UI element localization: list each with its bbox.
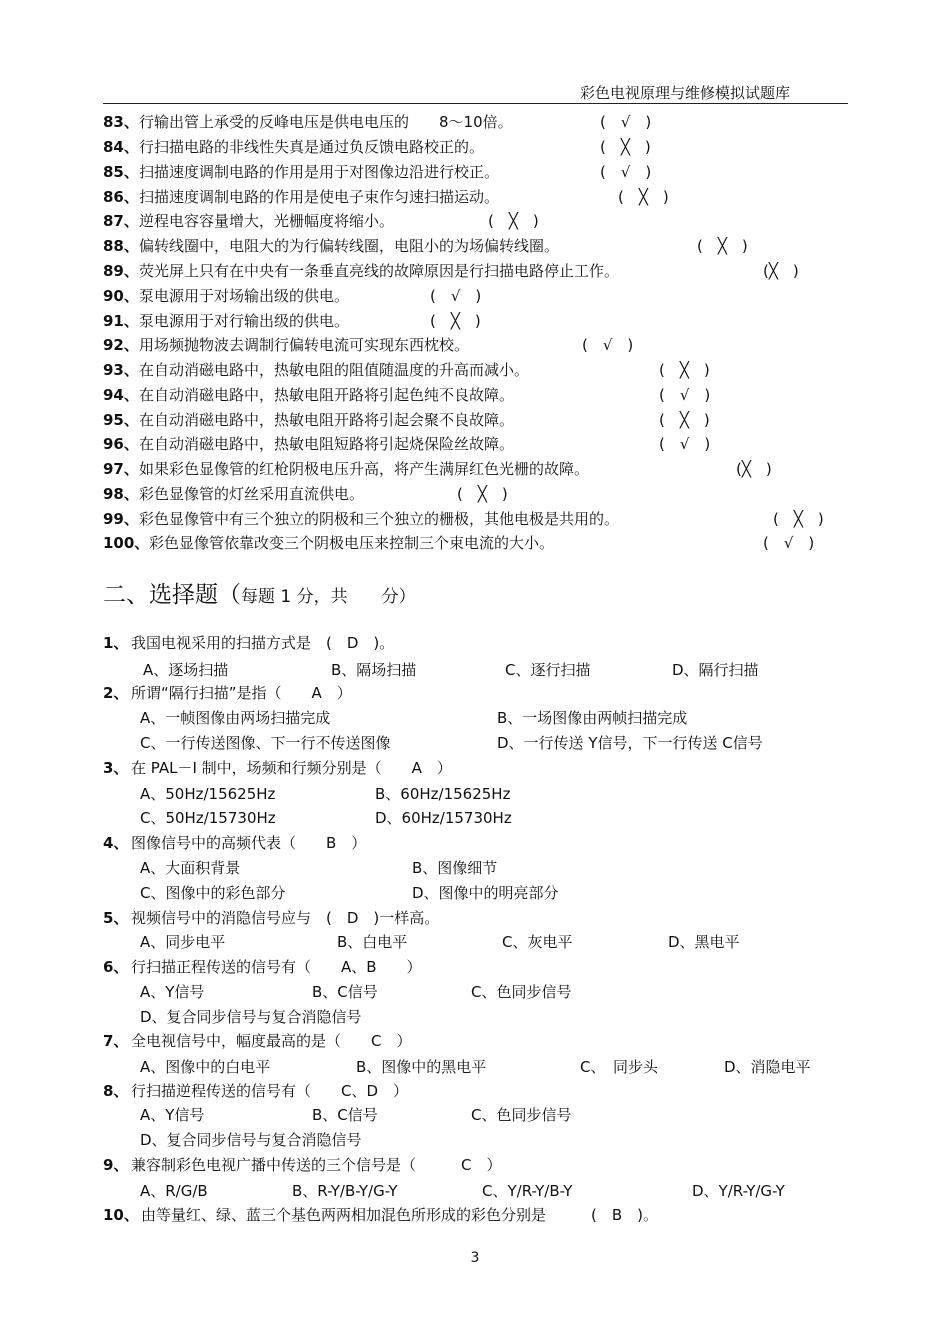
tf-question-94 (103, 384, 711, 406)
question-text: 偏转线圈中，电阻大的为行偏转线圈，电阻小的为场偏转线圈。 (139, 237, 560, 255)
question-number: 88、 (103, 237, 139, 255)
question-stem: 兼容制彩色电视广播中传送的三个信号是（ C ） (131, 1156, 502, 1174)
answer-mark: (╳ ) (736, 460, 772, 478)
question-number: 85、 (103, 163, 139, 181)
question-text: 彩色显像管的灯丝采用直流供电。 (139, 485, 365, 503)
option-a: A、大面积背景 (140, 859, 241, 877)
question-number: 100、 (103, 534, 150, 552)
question-stem: 视频信号中的消隐信号应与 ( D )一样高。 (131, 909, 440, 927)
answer-mark: ( √ ) (600, 113, 652, 131)
answer-mark: ( ╳ ) (430, 312, 481, 330)
question-number: 95、 (103, 411, 139, 429)
choice-question-8 (103, 1080, 408, 1102)
question-text: 在自动消磁电路中，热敏电阻的阻值随温度的升高而减小。 (139, 361, 530, 379)
question-number: 4、 (103, 834, 129, 852)
tf-question-96 (103, 433, 711, 455)
choice-question-5 (103, 907, 439, 929)
question-text: 行输出管上承受的反峰电压是供电电压的 8～10倍。 (139, 113, 513, 131)
question-stem: 我国电视采用的扫描方式是 ( D )。 (131, 634, 395, 652)
question-text: 用场频抛物波去调制行偏转电流可实现东西枕校。 (139, 336, 470, 354)
page-header (103, 80, 848, 104)
question-number: 98、 (103, 485, 139, 503)
question-stem: 在 PAL－I 制中，场频和行频分别是（ A ） (131, 759, 452, 777)
answer-mark: ( √ ) (430, 287, 482, 305)
option-d: D、图像中的明亮部分 (412, 884, 559, 902)
option-a: A、同步电平 (140, 933, 226, 951)
option-a: A、图像中的白电平 (140, 1058, 271, 1076)
question-number: 8、 (103, 1082, 129, 1100)
choice-question-2 (103, 682, 352, 704)
question-text: 逆程电容容量增大，光栅幅度将缩小。 (139, 212, 395, 230)
question-number: 9、 (103, 1156, 129, 1174)
question-number: 91、 (103, 312, 139, 330)
question-number: 87、 (103, 212, 139, 230)
question-number: 96、 (103, 435, 139, 453)
option-b: B、图像中的黑电平 (356, 1058, 487, 1076)
option-d: D、消隐电平 (724, 1058, 811, 1076)
question-number: 10、 (103, 1206, 139, 1224)
answer-mark: ( ╳ ) (659, 361, 710, 379)
option-d: D、黑电平 (668, 933, 740, 951)
question-stem: 图像信号中的高频代表（ B ） (131, 834, 367, 852)
answer-mark: (╳ ) (763, 262, 799, 280)
question-number: 5、 (103, 909, 129, 927)
choice-question-4 (103, 832, 366, 854)
option-a: A、Y信号 (140, 1106, 205, 1124)
tf-question-89 (103, 260, 799, 282)
answer-mark: ( ╳ ) (488, 212, 539, 230)
tf-question-98 (103, 483, 508, 505)
option-b: B、C信号 (312, 983, 378, 1001)
question-text: 在自动消磁电路中，热敏电阻开路将引起会聚不良故障。 (139, 411, 515, 429)
option-c: C、灰电平 (502, 933, 573, 951)
choice-question-1 (103, 632, 394, 654)
section-title: 二、选择题（ (103, 582, 241, 608)
option-d: D、复合同步信号与复合消隐信号 (140, 1008, 362, 1026)
tf-question-97 (103, 458, 772, 480)
choice-question-9 (103, 1154, 501, 1176)
answer-mark: ( ╳ ) (457, 485, 508, 503)
option-c: C、 同步头 (580, 1058, 658, 1076)
choice-question-3 (103, 757, 452, 779)
question-number: 90、 (103, 287, 139, 305)
question-stem: 所谓“隔行扫描”是指（ A ） (131, 684, 352, 702)
question-text: 彩色显像管依靠改变三个阴极电压来控制三个束电流的大小。 (149, 534, 555, 552)
question-stem: 由等量红、绿、蓝三个基色两两相加混色所形成的彩色分别是 ( B )。 (141, 1206, 658, 1224)
tf-question-92 (103, 334, 634, 356)
answer-mark: ( √ ) (582, 336, 634, 354)
answer-mark: ( ╳ ) (773, 510, 824, 528)
question-text: 彩色显像管中有三个独立的阴极和三个独立的栅极，其他电极是共用的。 (139, 510, 620, 528)
tf-question-90 (103, 285, 482, 307)
question-text: 在自动消磁电路中，热敏电阻短路将引起烧保险丝故障。 (139, 435, 515, 453)
question-number: 93、 (103, 361, 139, 379)
question-number: 83、 (103, 113, 139, 131)
question-number: 2、 (103, 684, 129, 702)
option-d: D、Y/R-Y/G-Y (692, 1182, 785, 1200)
option-d: D、复合同步信号与复合消隐信号 (140, 1131, 362, 1149)
option-b: B、图像细节 (412, 859, 498, 877)
option-d: D、60Hz/15730Hz (375, 809, 512, 827)
question-text: 扫描速度调制电路的作用是用于对图像边沿进行校正。 (139, 163, 500, 181)
option-a: A、逐场扫描 (143, 661, 229, 679)
option-c: C、一行传送图像、下一行不传送图像 (140, 734, 391, 752)
question-stem: 全电视信号中，幅度最高的是（ C ） (131, 1032, 412, 1050)
tf-question-95 (103, 409, 710, 431)
question-stem: 行扫描正程传送的信号有（ A、B ） (131, 958, 422, 976)
question-text: 扫描速度调制电路的作用是使电子束作匀速扫描运动。 (139, 188, 500, 206)
question-text: 行扫描电路的非线性失真是通过负反馈电路校正的。 (139, 138, 485, 156)
option-b: B、一场图像由两帧扫描完成 (497, 709, 688, 727)
tf-question-87 (103, 210, 539, 232)
question-number: 97、 (103, 460, 139, 478)
option-b: B、C信号 (312, 1106, 378, 1124)
document-title: 彩色电视原理与维修模拟试题库 (579, 84, 790, 102)
question-text: 泵电源用于对场输出级的供电。 (139, 287, 350, 305)
option-d: D、一行传送 Y信号，下一行传送 C信号 (497, 734, 763, 752)
option-a: A、50Hz/15625Hz (140, 785, 276, 803)
option-a: A、Y信号 (140, 983, 205, 1001)
tf-question-100 (103, 532, 815, 554)
section-score-note: 每题 1 分，共 分） (241, 587, 416, 607)
question-number: 3、 (103, 759, 129, 777)
question-text: 荧光屏上只有在中央有一条垂直亮线的故障原因是行扫描电路停止工作。 (139, 262, 620, 280)
choice-question-6 (103, 956, 422, 978)
option-a: A、R/G/B (140, 1182, 208, 1200)
question-number: 1、 (103, 634, 129, 652)
question-stem: 行扫描逆程传送的信号有（ C、D ） (131, 1082, 409, 1100)
answer-mark: ( ╳ ) (618, 188, 669, 206)
question-number: 94、 (103, 386, 139, 404)
option-b: B、60Hz/15625Hz (375, 785, 511, 803)
answer-mark: ( ╳ ) (659, 411, 710, 429)
tf-question-91 (103, 310, 481, 332)
question-text: 泵电源用于对行输出级的供电。 (139, 312, 350, 330)
choice-question-10 (103, 1204, 658, 1226)
option-c: C、色同步信号 (471, 1106, 572, 1124)
question-number: 89、 (103, 262, 139, 280)
option-d: D、隔行扫描 (672, 661, 759, 679)
page-number: 3 (470, 1250, 480, 1266)
answer-mark: ( ╳ ) (600, 138, 651, 156)
tf-question-85 (103, 161, 652, 183)
choice-question-7 (103, 1030, 411, 1052)
question-number: 86、 (103, 188, 139, 206)
question-number: 92、 (103, 336, 139, 354)
option-b: B、白电平 (337, 933, 408, 951)
option-c: C、色同步信号 (471, 983, 572, 1001)
answer-mark: ( √ ) (600, 163, 652, 181)
question-number: 7、 (103, 1032, 129, 1050)
question-number: 99、 (103, 510, 139, 528)
question-number: 6、 (103, 958, 129, 976)
option-a: A、一帧图像由两场扫描完成 (140, 709, 331, 727)
tf-question-83 (103, 111, 652, 133)
answer-mark: ( √ ) (659, 386, 711, 404)
option-c: C、50Hz/15730Hz (140, 809, 276, 827)
question-number: 84、 (103, 138, 139, 156)
option-b: B、隔场扫描 (331, 661, 417, 679)
answer-mark: ( ╳ ) (697, 237, 748, 255)
tf-question-93 (103, 359, 710, 381)
option-c: C、图像中的彩色部分 (140, 884, 286, 902)
question-text: 在自动消磁电路中，热敏电阻开路将引起色纯不良故障。 (139, 386, 515, 404)
section-heading (103, 580, 416, 612)
tf-question-88 (103, 235, 748, 257)
option-c: C、逐行扫描 (505, 661, 591, 679)
answer-mark: ( √ ) (763, 534, 815, 552)
option-c: C、Y/R-Y/B-Y (482, 1182, 573, 1200)
tf-question-99 (103, 508, 824, 530)
answer-mark: ( √ ) (659, 435, 711, 453)
tf-question-84 (103, 136, 651, 158)
tf-question-86 (103, 186, 669, 208)
question-text: 如果彩色显像管的红枪阴极电压升高，将产生满屏红色光栅的故障。 (139, 460, 590, 478)
option-b: B、R-Y/B-Y/G-Y (292, 1182, 398, 1200)
